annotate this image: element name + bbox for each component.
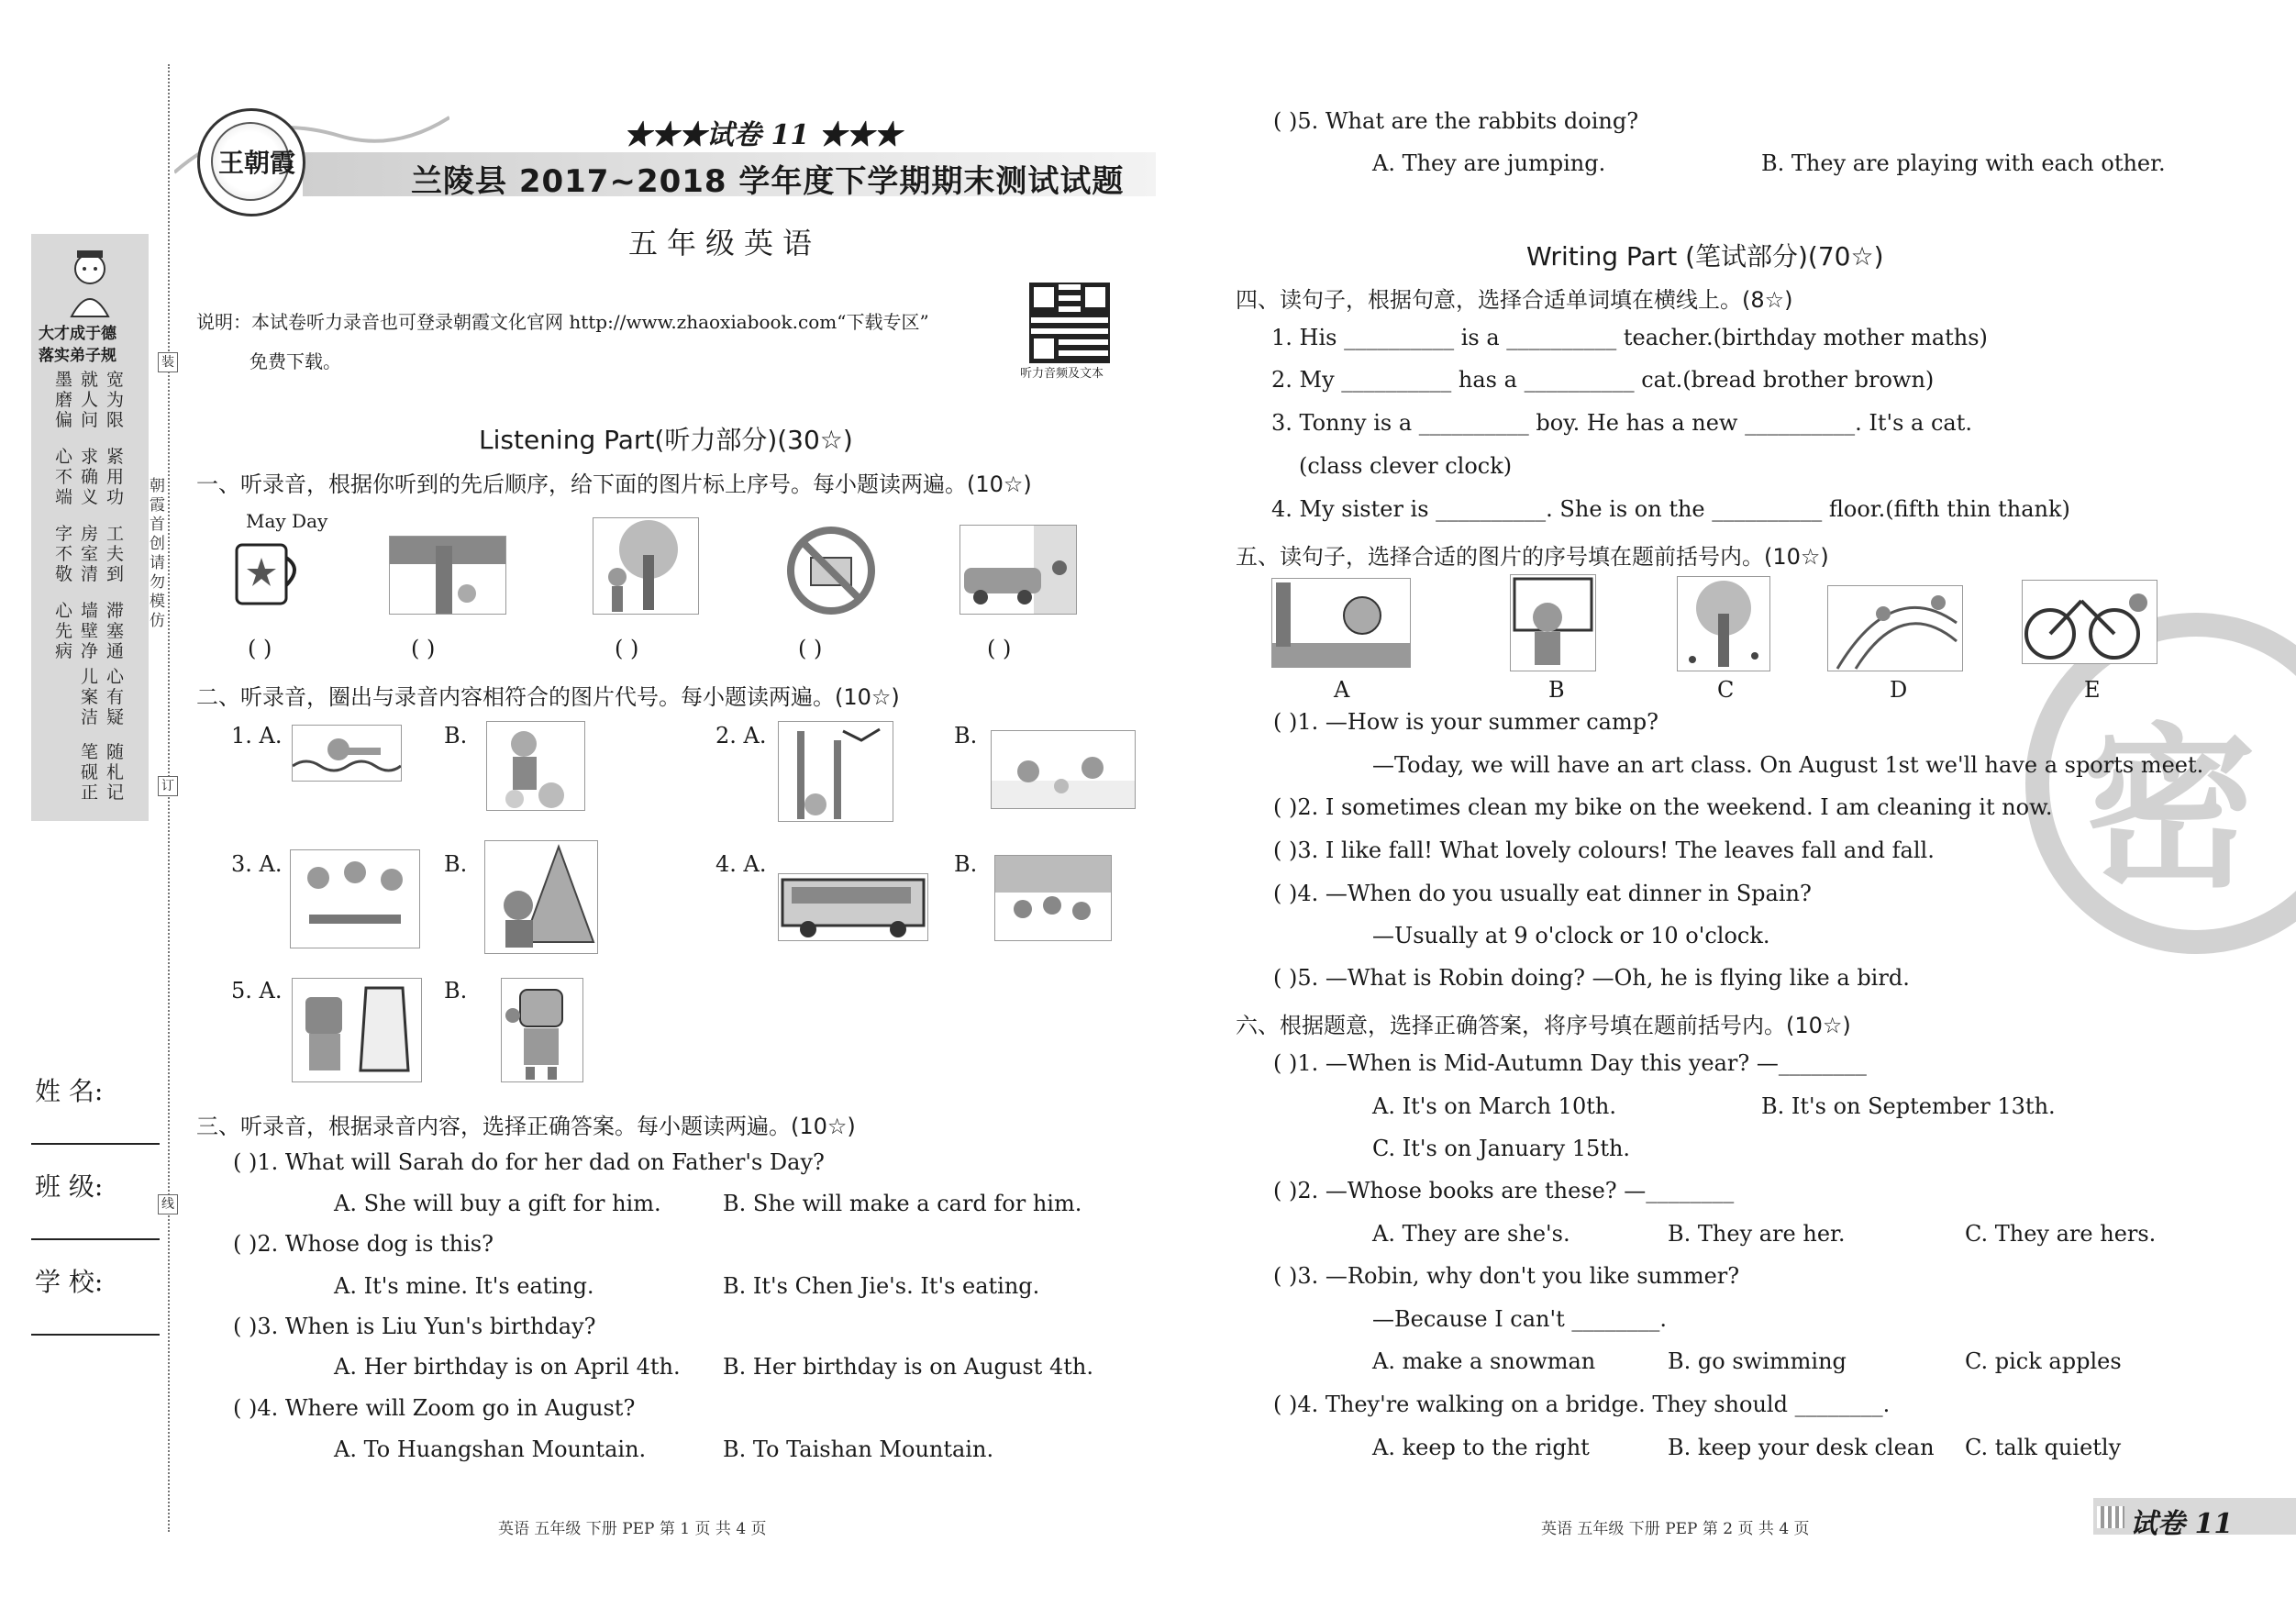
- answer-blank[interactable]: ( ): [798, 636, 823, 661]
- exam-number: ★★★试卷 11 ★★★: [624, 119, 902, 151]
- option-b[interactable]: B. She will make a card for him.: [723, 1191, 1082, 1216]
- option-b: B.: [444, 978, 468, 1004]
- instruction-note: 说明：本试卷听力录音也可登录朝霞文化官网 http://www.zhaoxiabook.com“下载专区”: [196, 311, 929, 333]
- logo-text: 王朝霞: [218, 148, 296, 178]
- fill-line: 4. My sister is __________. She is on the __________ floor.(fifth thin thank): [1271, 496, 2070, 522]
- section-6-heading: 六、根据题意，选择正确答案，将序号填在题前括号内。(10☆): [1236, 1013, 1851, 1038]
- picture-robot-waving[interactable]: [501, 978, 583, 1082]
- item-number: 1. A.: [231, 723, 283, 749]
- question: ( )4. They're walking on a bridge. They should ________.: [1273, 1392, 1891, 1417]
- picture-spring-tree[interactable]: [778, 721, 893, 822]
- question: ( )2. Whose dog is this?: [233, 1231, 494, 1257]
- option-b: B.: [954, 723, 978, 749]
- motto-col: 笔砚正: [81, 742, 99, 803]
- option-a[interactable]: A. It's mine. It's eating.: [334, 1273, 594, 1299]
- option-b[interactable]: B. Her birthday is on August 4th.: [723, 1354, 1093, 1380]
- question: ( )2. —Whose books are these? —________: [1273, 1178, 1735, 1203]
- picture-label: B: [1548, 677, 1565, 703]
- motto-col: 求确义: [81, 447, 99, 507]
- option-b: B.: [954, 851, 978, 877]
- motto-col: 就人问: [81, 370, 99, 430]
- picture-tree: [389, 536, 506, 615]
- item-number: 2. A.: [715, 723, 767, 749]
- slogan-line-2: 落实弟子规: [39, 347, 116, 365]
- name-line[interactable]: [31, 1143, 160, 1145]
- item-number: 4. A.: [715, 851, 767, 877]
- question: ( )1. What will Sarah do for her dad on Father's Day?: [233, 1149, 825, 1175]
- motto-col: 随札记: [106, 742, 125, 803]
- answer-blank[interactable]: ( ): [987, 636, 1012, 661]
- answer-blank[interactable]: ( ): [615, 636, 639, 661]
- option-a[interactable]: A. They are jumping.: [1372, 150, 1606, 176]
- motto-col: 墙壁净: [81, 601, 99, 661]
- question: ( )2. I sometimes clean my bike on the weekend. I am cleaning it now.: [1273, 794, 2053, 820]
- option-c[interactable]: C. They are hers.: [1965, 1221, 2157, 1247]
- option-b[interactable]: B. go swimming: [1668, 1348, 1847, 1374]
- fill-line: 2. My __________ has a __________ cat.(bread brother brown): [1271, 367, 1935, 393]
- slogan-line-1: 大才成于德: [39, 325, 116, 343]
- cut-line: [168, 64, 170, 1532]
- page-footer-right: 英语 五年级 下册 PEP 第 2 页 共 4 页: [1541, 1520, 1810, 1538]
- section-3-heading: 三、听录音，根据录音内容，选择正确答案。每小题读两遍。(10☆): [196, 1114, 856, 1139]
- picture-bus[interactable]: [778, 873, 928, 941]
- picture-boy-leaves[interactable]: [486, 721, 585, 811]
- item-number: 3. A.: [231, 851, 283, 877]
- question: ( )1. —When is Mid-Autumn Day this year? —________: [1273, 1050, 1867, 1076]
- motto-col: 儿案洁: [81, 667, 99, 727]
- option-a[interactable]: A. keep to the right: [1372, 1435, 1590, 1460]
- writing-part-title: Writing Part (笔试部分)(70☆): [1526, 241, 1884, 272]
- stamp-char: 密: [2082, 708, 2257, 911]
- option-b: B.: [444, 723, 468, 749]
- question: ( )5. —What is Robin doing? —Oh, he is flying like a bird.: [1273, 965, 1910, 991]
- option-b[interactable]: B. keep your desk clean: [1668, 1435, 1935, 1460]
- corner-exam-number: 试卷 11: [2130, 1508, 2234, 1540]
- cut-line-text: 朝霞首创 请勿模仿: [150, 477, 165, 630]
- seal-char: 订: [158, 776, 178, 796]
- motto-col: 宽为限: [106, 370, 125, 430]
- motto-col: 心有疑: [106, 667, 125, 727]
- qr-code[interactable]: [1029, 283, 1110, 363]
- subject-title: 五年级英语: [628, 226, 822, 261]
- page-footer-left: 英语 五年级 下册 PEP 第 1 页 共 4 页: [498, 1520, 767, 1538]
- picture-christmas[interactable]: [484, 840, 598, 954]
- picture-autumn-tree: [1677, 576, 1770, 671]
- picture-label: E: [2084, 677, 2101, 703]
- picture-swimming[interactable]: [292, 725, 402, 782]
- picture-bike: [2022, 580, 2157, 664]
- corner-dots: [2097, 1506, 2124, 1528]
- question: ( )5. What are the rabbits doing?: [1273, 108, 1639, 134]
- question: ( )3. —Robin, why don't you like summer?: [1273, 1263, 1740, 1289]
- option-c[interactable]: C. talk quietly: [1965, 1435, 2122, 1460]
- option-b[interactable]: B. To Taishan Mountain.: [723, 1436, 994, 1462]
- mug-caption: May Day: [246, 510, 328, 532]
- motto-col: 心先病: [55, 601, 73, 661]
- picture-street[interactable]: [994, 855, 1112, 941]
- picture-label: C: [1717, 677, 1735, 703]
- picture-label: D: [1890, 677, 1908, 703]
- option-a[interactable]: A. To Huangshan Mountain.: [334, 1436, 647, 1462]
- question: ( )1. —How is your summer camp?: [1273, 709, 1658, 735]
- exam-title: 兰陵县 2017~2018 学年度下学期期末测试试题: [411, 163, 1125, 200]
- picture-art-class: [1271, 578, 1411, 668]
- answer-blank[interactable]: ( ): [248, 636, 272, 661]
- school-line[interactable]: [31, 1334, 160, 1336]
- question-cont: —Today, we will have an art class. On August 1st we'll have a sports meet.: [1372, 752, 2204, 778]
- option-a[interactable]: A. They are she's.: [1372, 1221, 1570, 1247]
- picture-kids-picnic[interactable]: [290, 849, 420, 948]
- section-1-heading: 一、听录音，根据你听到的先后顺序，给下面的图片标上序号。每小题读两遍。(10☆): [196, 471, 1032, 497]
- option-b[interactable]: B. They are playing with each other.: [1761, 150, 2166, 176]
- seal-char: 线: [158, 1194, 178, 1214]
- picture-tree-girl: [593, 517, 699, 615]
- question-cont: —Usually at 9 o'clock or 10 o'clock.: [1372, 923, 1770, 948]
- option-a[interactable]: A. It's on March 10th.: [1372, 1093, 1616, 1119]
- fill-line: 1. His __________ is a __________ teacher.(birthday mother maths): [1271, 325, 1988, 350]
- motto-col: 紧用功: [106, 447, 125, 507]
- picture-snow[interactable]: [991, 730, 1136, 809]
- fill-line: (class clever clock): [1299, 453, 1513, 479]
- picture-girl-window: [1510, 574, 1596, 671]
- picture-mug: [231, 536, 306, 611]
- section-2-heading: 二、听录音，圈出与录音内容相符合的图片代号。每小题读两遍。(10☆): [196, 684, 900, 710]
- question-cont: —Because I can't ________.: [1372, 1306, 1668, 1332]
- option-b[interactable]: B. It's Chen Jie's. It's eating.: [723, 1273, 1040, 1299]
- question: ( )3. I like fall! What lovely colours! The leaves fall and fall.: [1273, 837, 1935, 863]
- scholar-illustration: [62, 245, 117, 318]
- option-a[interactable]: A. Her birthday is on April 4th.: [334, 1354, 681, 1380]
- option-c[interactable]: C. pick apples: [1965, 1348, 2122, 1374]
- motto-panel: [31, 234, 149, 821]
- option-c[interactable]: C. It's on January 15th.: [1372, 1136, 1631, 1161]
- motto-col: 房室清: [81, 524, 99, 584]
- fill-line: 3. Tonny is a __________ boy. He has a new __________. It's a cat.: [1271, 410, 1972, 436]
- class-line[interactable]: [31, 1238, 160, 1240]
- motto-col: 滞塞通: [106, 601, 125, 661]
- section-5-heading: 五、读句子，选择合适的图片的序号填在题前括号内。(10☆): [1236, 544, 1829, 570]
- option-b[interactable]: B. It's on September 13th.: [1761, 1093, 2056, 1119]
- question: ( )3. When is Liu Yun's birthday?: [233, 1314, 596, 1339]
- motto-col: 心不端: [55, 447, 73, 507]
- instruction-note-cont: 免费下载。: [250, 350, 341, 372]
- school-label: 学 校:: [35, 1267, 104, 1297]
- listening-part-title: Listening Part(听力部分)(30☆): [479, 425, 853, 455]
- motto-col: 工夫到: [106, 524, 125, 584]
- option-b: B.: [444, 851, 468, 877]
- motto-col: 字不敬: [55, 524, 73, 584]
- option-a[interactable]: A. make a snowman: [1372, 1348, 1596, 1374]
- picture-car: [959, 525, 1077, 615]
- name-label: 姓 名:: [35, 1076, 104, 1106]
- picture-no-sign: [785, 525, 877, 616]
- qr-caption: 听力音频及文本: [1020, 367, 1104, 381]
- picture-label: A: [1334, 677, 1350, 703]
- section-4-heading: 四、读句子，根据句意，选择合适单词填在横线上。(8☆): [1236, 287, 1793, 313]
- picture-robot-painting[interactable]: [292, 978, 422, 1082]
- answer-blank[interactable]: ( ): [411, 636, 436, 661]
- seal-char: 装: [158, 352, 178, 372]
- option-b[interactable]: B. They are her.: [1668, 1221, 1846, 1247]
- option-a[interactable]: A. She will buy a gift for him.: [334, 1191, 661, 1216]
- item-number: 5. A.: [231, 978, 283, 1004]
- picture-sports-meet: [1827, 585, 1963, 671]
- class-label: 班 级:: [35, 1171, 104, 1202]
- motto-col: 墨磨偏: [55, 370, 73, 430]
- question: ( )4. —When do you usually eat dinner in Spain?: [1273, 881, 1812, 906]
- question: ( )4. Where will Zoom go in August?: [233, 1395, 636, 1421]
